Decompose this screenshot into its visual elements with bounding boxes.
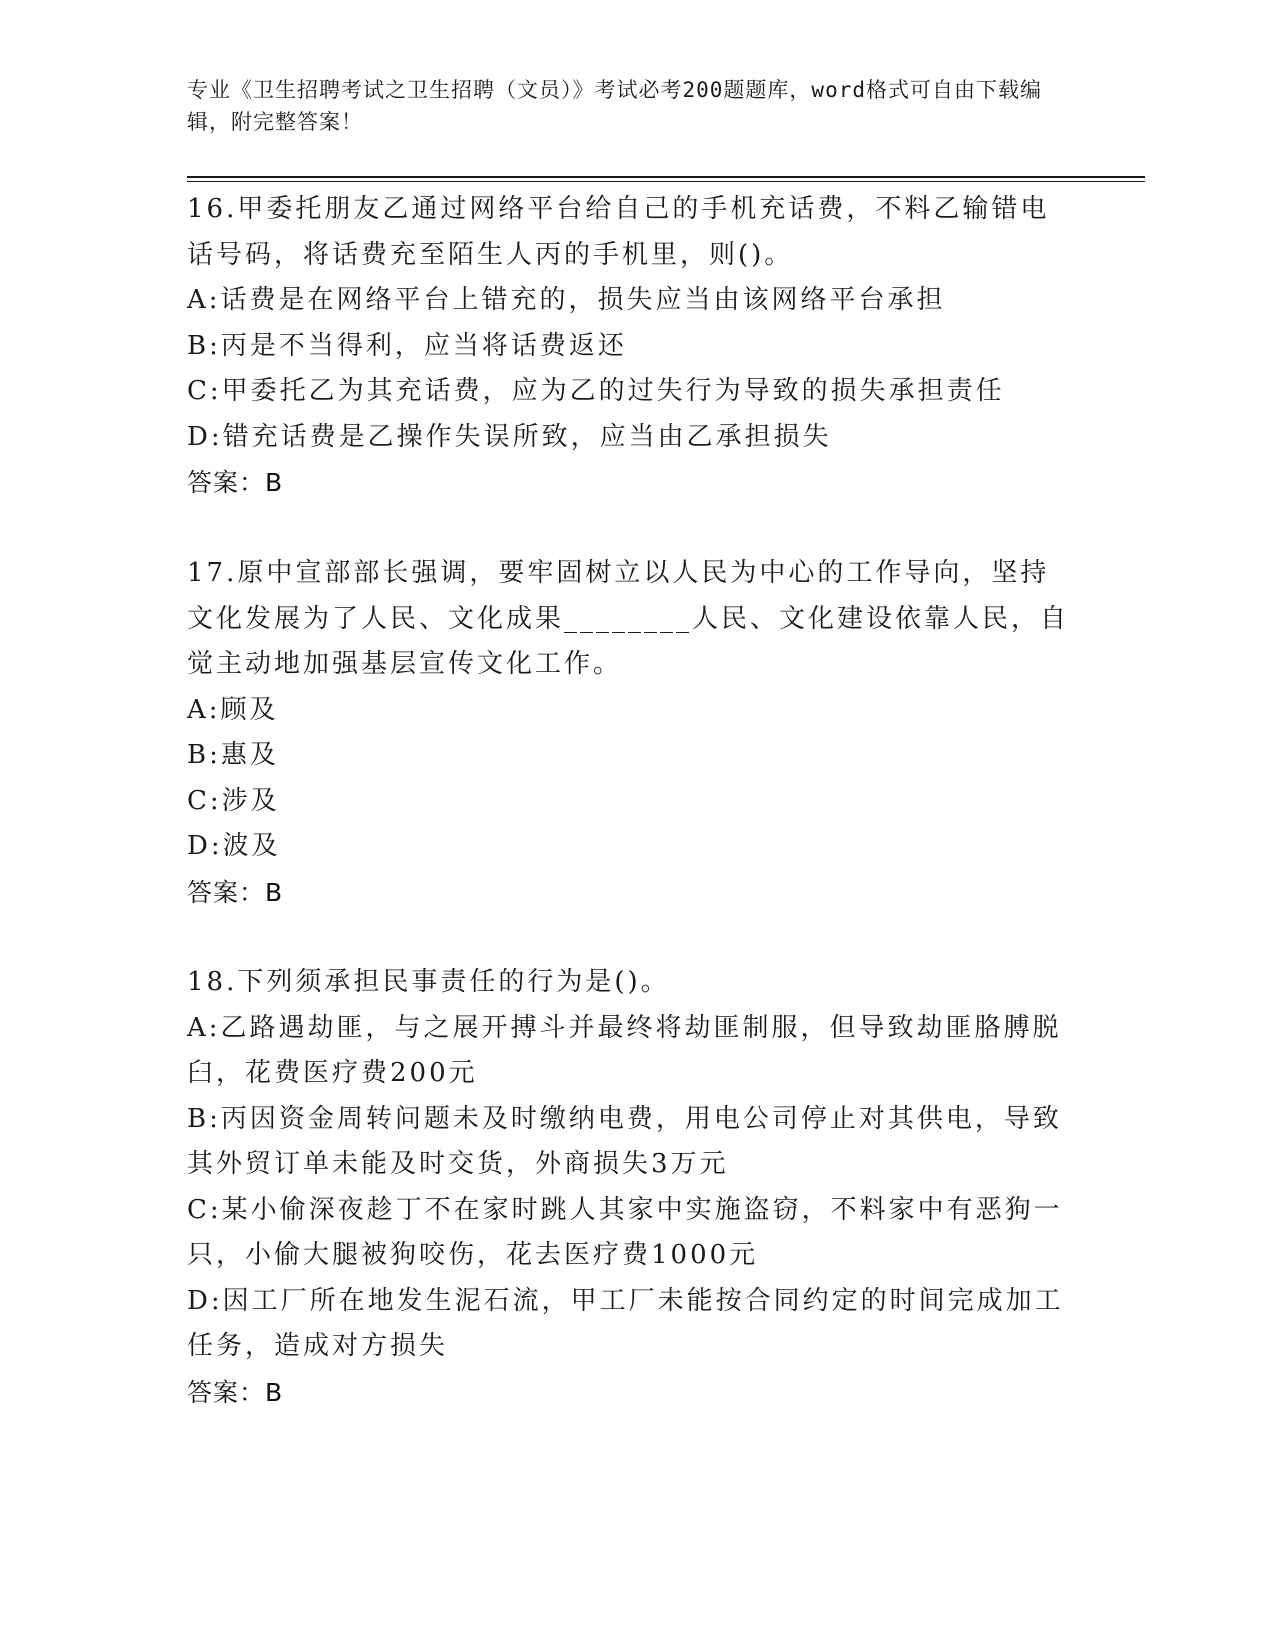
option-b: B:丙因资金周转问题未及时缴纳电费，用电公司停止对其供电，导致其外贸订单未能及时交货，外商损失3万元 <box>187 1103 1062 1179</box>
answer: 答案：B <box>187 877 284 907</box>
option-c: C:某小偷深夜趁丁不在家时跳人其家中实施盗窃，不料家中有恶狗一只，小偷大腿被狗咬伤，花去医疗费1000元 <box>187 1194 1063 1270</box>
option-b: B:惠及 <box>187 740 279 770</box>
option-d: D:错充话费是乙操作失误所致，应当由乙承担损失 <box>187 421 832 452</box>
option-b: B:丙是不当得利，应当将话费返还 <box>187 330 627 361</box>
header-divider-thin <box>187 181 1145 182</box>
question-stem: 18.下列须承担民事责任的行为是()。 <box>187 967 670 997</box>
answer: 答案：B <box>187 468 284 497</box>
option-c: C:甲委托乙为其充话费，应为乙的过失行为导致的损失承担责任 <box>187 376 1005 406</box>
option-c: C:涉及 <box>187 785 280 816</box>
answer: 答案：B <box>187 1377 284 1407</box>
question-stem: 17.原中宣部部长强调，要牢固树立以人民为中心的工作导向，坚持文化发展为了人民、文化成果________人民、文化建设依靠人民，自觉主动地加强基层宣传文化工作。 <box>187 558 1070 679</box>
option-a: A:话费是在网络平台上错充的，损失应当由该网络平台承担 <box>187 285 946 315</box>
question-17 <box>187 551 1077 915</box>
question-stem: 16.甲委托朋友乙通过网络平台给自己的手机充话费，不料乙输错电话号码，将话费充至陌生人丙的手机里，则()。 <box>187 194 1050 270</box>
header-divider-thick <box>187 176 1145 178</box>
option-d: D:波及 <box>187 831 281 861</box>
question-18 <box>187 960 1077 1415</box>
question-16 <box>187 187 1077 506</box>
document-header: 专业《卫生招聘考试之卫生招聘（文员）》考试必考200题题库，word格式可自由下载编辑，附完整答案！ <box>187 78 1042 134</box>
option-a: A:顾及 <box>187 694 279 725</box>
option-a: A:乙路遇劫匪，与之展开搏斗并最终将劫匪制服，但导致劫匪胳膊脱臼，花费医疗费200元 <box>187 1012 1062 1088</box>
option-d: D:因工厂所在地发生泥石流，甲工厂未能按合同约定的时间完成加工任务，造成对方损失 <box>187 1285 1064 1361</box>
